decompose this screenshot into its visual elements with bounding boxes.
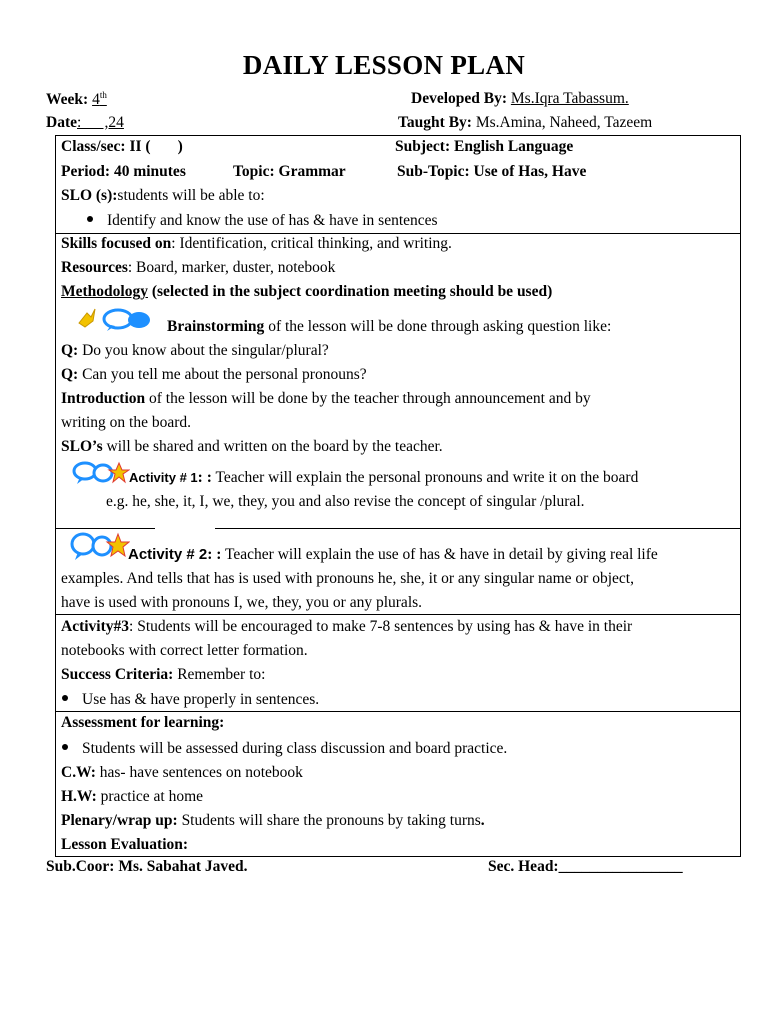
taught-by <box>398 114 652 132</box>
row-divider <box>215 528 741 529</box>
date-value: : ,24 <box>77 114 124 131</box>
activity-icon <box>72 460 130 491</box>
brainstorm-icon <box>75 305 155 338</box>
activity-1: Activity # 1: : Teacher will explain the personal pronouns and write it on the board <box>129 469 639 486</box>
date-row <box>46 114 124 132</box>
developed-label: Developed By: <box>411 90 508 107</box>
developed-by <box>411 90 629 108</box>
classwork: C.W: has- have sentences on notebook <box>61 764 303 781</box>
slos-shared: SLO’s will be shared and written on the board by the teacher. <box>61 438 443 455</box>
page-title: DAILY LESSON PLAN <box>242 50 526 80</box>
date-label: Date <box>46 114 77 131</box>
homework: H.W: practice at home <box>61 788 204 805</box>
developed-value: Ms.Iqra Tabassum. <box>510 90 629 107</box>
plenary: Plenary/wrap up: Students will share the pronouns by taking turns. <box>61 812 485 829</box>
activity-2: Activity # 2: : Teacher will explain the use of has & have in detail by giving real life <box>128 546 658 563</box>
resources: Resources: Board, marker, duster, notebook <box>61 259 336 276</box>
class-sec: Class/sec: II ( ) <box>61 138 183 155</box>
activity-2-cont: have is used with pronouns I, we, they, you or any plurals. <box>61 594 423 611</box>
activity-1-cont: e.g. he, she, it, I, we, they, you and also revise the concept of singular /plural. <box>106 493 585 510</box>
week-row <box>46 90 107 109</box>
introduction-cont: writing on the board. <box>61 414 192 431</box>
slo-bullet: Identify and know the use of has & have in sentences <box>87 212 438 230</box>
lesson-evaluation: Lesson Evaluation: <box>61 836 189 853</box>
skills: Skills focused on: Identification, critical thinking, and writing. <box>61 235 452 252</box>
success-bullet: Use has & have properly in sentences. <box>62 691 319 709</box>
row-divider <box>55 711 741 712</box>
taught-value: Ms.Amina, Naheed, Tazeem <box>475 114 653 131</box>
week-label: Week: <box>46 91 89 109</box>
sub-topic: Sub-Topic: Use of Has, Have <box>397 163 587 180</box>
topic: Topic: Grammar <box>233 163 346 180</box>
row-divider <box>55 233 741 234</box>
row-divider <box>55 614 741 615</box>
activity-icon <box>70 531 130 566</box>
introduction: Introduction of the lesson will be done by the teacher through announcement and by <box>61 390 591 407</box>
subject: Subject: English Language <box>395 138 574 155</box>
taught-label: Taught By: <box>398 114 472 131</box>
question-1: Q: Do you know about the singular/plural? <box>61 342 329 359</box>
activity-3: Activity#3: Students will be encouraged to make 7-8 sentences by using has & have in their <box>61 618 633 635</box>
success-criteria: Success Criteria: Remember to: <box>61 666 266 683</box>
activity-2-cont: examples. And tells that has is used with pronouns he, she, it or any singular name or object, <box>61 570 634 587</box>
activity-3-cont: notebooks with correct letter formation. <box>61 642 308 659</box>
section-head: Sec. Head:________________ <box>488 858 683 875</box>
week-value: 4th <box>92 90 107 109</box>
row-divider <box>55 528 155 529</box>
brainstorming: Brainstorming of the lesson will be done through asking question like: <box>167 318 612 335</box>
period: Period: 40 minutes <box>61 163 186 180</box>
slo: SLO (s):students will be able to: <box>61 187 265 204</box>
question-2: Q: Can you tell me about the personal pronouns? <box>61 366 367 383</box>
sub-coordinator: Sub.Coor: Ms. Sabahat Javed. <box>46 858 248 875</box>
assessment-bullet: Students will be assessed during class discussion and board practice. <box>62 740 507 758</box>
assessment: Assessment for learning: <box>61 714 225 731</box>
methodology: Methodology (selected in the subject coordination meeting should be used) <box>61 283 553 300</box>
